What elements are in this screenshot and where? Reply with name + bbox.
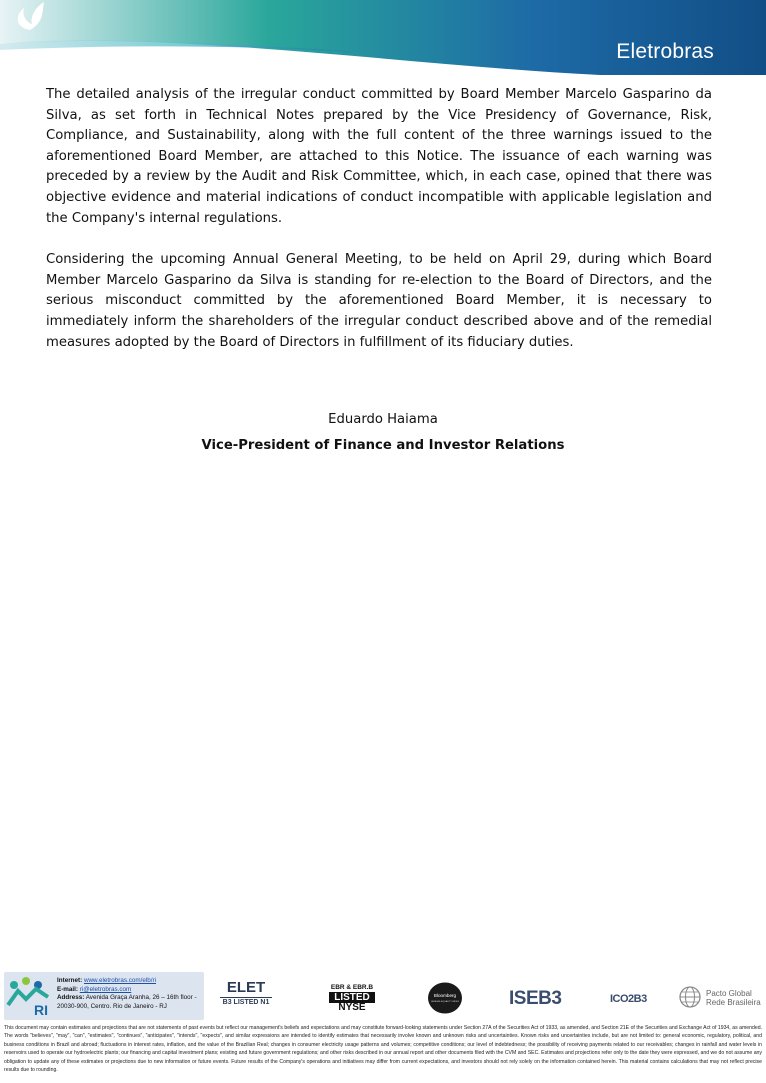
bloomberg-gei-logo [427,982,463,1014]
email-link[interactable]: ri@eletrobras.com [79,985,132,993]
contact-info [57,977,202,1011]
page-header [0,0,766,75]
nyse-logo [327,984,377,1024]
email-label: E-mail: [57,985,78,993]
elet-b3-logo [218,980,274,1020]
un-globe-icon [678,985,702,1009]
ise-b3-logo: ISEB3 [509,988,562,1009]
signatory-name: Eduardo Haiama [328,412,438,427]
elet-logo-main: ELET [226,979,266,996]
ri-logo-text: RI [34,1002,48,1017]
forward-looking-disclaimer: This document may contain estimates and projections that are not statements of past events but reflect our management's beliefs and expectations and may constitute forward-looking statements under Section 27A of the Securities Act of 1933, as amended, and Section 21E of the Securities and Exchange Act of 1934, as amended. The words "believes", "may", "can", "estimates", "continues", "anticipates", "intends", "expects", and similar expressions are intended to identify estimates that necessarily involve known and unknown risks and uncertainties. Known risks and uncertainties include, but are not limited to: general economic, regulatory, political, and business conditions in Brazil and abroad; fluctuations in interest rates, inflation, and the value of the Brazilian Real; changes in consumer electricity usage patterns and volumes; competitive conditions; our level of indebtedness; the possibility of receiving payments related to our receivables; changes in rainfall and water levels in reservoirs used to operate our hydroelectric plants; our financing and capital investment plans; existing and future government regulations; and other risks described in our annual report and other documents filed with the CVM and SEC. Estimates and projections refer only to the date they were expressed, and we do not assume any obligation to update any of these estimates or projections due to new information or future events. Future results of the Company's operations and initiatives may differ from current expectations, and investors should not rely solely on the information contained herein. This material contains calculations that may not reflect precise results due to rounding. [4,1025,762,1074]
address-text: Avenida Graça Aranha, 26 – 16th floor - 20030-900, Centro. Rio de Janeiro - RJ [57,994,197,1010]
nyse-logo-listed: LISTED [329,992,375,1003]
ri-logo-icon [4,975,52,1017]
pacto-logo-line2: Rede Brasileira [706,998,761,1007]
bloomberg-logo-line2: GENDER-EQUALITY INDEX [430,1001,460,1003]
nyse-logo-exchange: NYSE [338,1002,366,1013]
elet-logo-sub: B3 LISTED N1 [222,999,270,1006]
notice-body [46,85,712,374]
address-label: Address: [57,994,85,1002]
nyse-logo-tickers: EBR & EBR.B [330,984,374,991]
body-paragraph-2: Considering the upcoming Annual General Meeting, to be held on April 29, during which Board Member Marcelo Gasparino da Silva is standing for re-election to the Board of Directors, and the serious misconduct committed by the aforementioned Board Member, it is necessary to immediately inform the shareholders of the irregular conduct described above and of the remedial measures adopted by the Board of Directors in fulfillment of its fiduciary duties. [46,252,712,350]
brand-name: Eletrobras [616,40,714,63]
pacto-logo-line1: Pacto Global [706,989,752,998]
eletrobras-leaf-icon [0,0,60,32]
internet-label: Internet: [57,977,83,984]
ico2-b3-logo: ICO2B3 [610,993,647,1005]
body-paragraph-1: The detailed analysis of the irregular conduct committed by Board Member Marcelo Gasparino da Silva, as set forth in Technical Notes prepared by the Vice Presidency of Governance, Risk, Compliance, and Sustainability, along with the full content of the three warnings issued to the aforementioned Board Member, are attached to this Notice. The issuance of each warning was preceded by a review by the Audit and Risk Committee, which, in each case, opined that there was objective evidence and material indications of conduct incompatible with applicable legislation and the Company's internal regulations. [46,87,712,226]
pacto-global-logo [706,989,761,1029]
internet-link[interactable]: www.eletrobras.com/elb/ri [83,977,157,984]
signatory-title: Vice-President of Finance and Investor Relations [201,438,565,453]
bloomberg-logo-line1: Bloomberg [433,993,457,998]
